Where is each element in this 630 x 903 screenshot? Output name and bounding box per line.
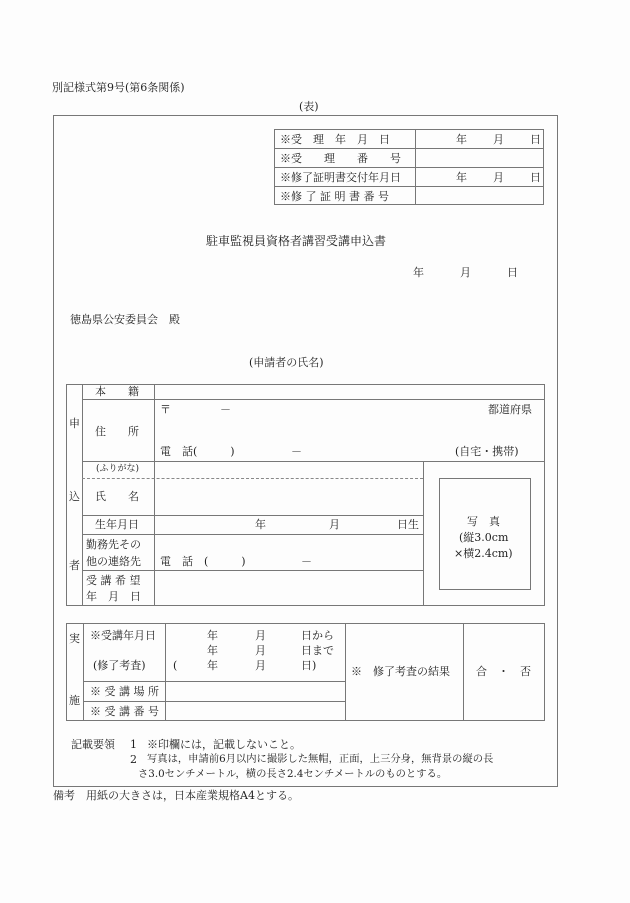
address-phone-dash: － [291,445,302,458]
application-year: 年 [413,266,424,279]
date-row-1-year: 年 [207,629,218,642]
note-2-number: 2 [130,753,137,766]
application-month: 月 [460,266,471,279]
date-row-3-open: ( [173,659,178,672]
applicant-side-char-3: 者 [69,559,80,572]
form-number: 別記様式第9号(第6条関係) [52,81,185,94]
received-date-day: 日 [530,133,541,146]
contact-phone: 電 話 ( ) [160,555,246,568]
furigana-label: (ふりがな) [96,464,140,474]
date-row-1-day: 日から [301,629,334,642]
note-1-text: ※印欄には，記載しないこと。 [147,738,301,751]
address-phone: 電 話( ) [160,445,235,458]
certificate-number-label: ※修 了 証 明 書 番 号 [280,190,389,203]
birth-month: 月 [329,518,340,531]
date-row-2-year: 年 [207,644,218,657]
exam-result-label: ※ 修了考査の結果 [351,665,450,678]
implementation-side-char-1: 実 [69,632,80,645]
certificate-issue-year: 年 [456,171,467,184]
date-row-2-day: 日まで [301,644,334,657]
certificate-issue-day: 日 [530,171,541,184]
application-day: 日 [507,266,518,279]
implementation-side-char-2: 施 [69,694,80,707]
applicant-side-char-1: 申 [69,417,80,430]
desired-date-label-line2: 年 月 日 [86,590,141,603]
postal-dash: － [220,403,231,416]
course-number-label: ※ 受 講 番 号 [90,705,159,718]
received-number-label: ※受 理 番 号 [280,152,401,165]
note-2-text: 写真は，申請前6月以内に撮影した無帽，正面，上三分身，無背景の縦の長 [147,753,494,765]
side-label: (表) [299,100,319,113]
contact-label-line1: 勤務先その [86,538,141,551]
course-date-label: ※受講年月日 [90,629,156,642]
date-row-3-year: 年 [207,659,218,672]
birthdate-label: 生年月日 [95,518,139,531]
photo-size-width: ×横2.4cm) [454,547,513,560]
date-row-1-month: 月 [255,629,266,642]
contact-phone-dash: － [301,555,312,568]
certificate-issue-month: 月 [493,171,504,184]
birth-day: 日生 [397,518,419,531]
address-label: 住 所 [95,425,139,438]
note-2-continuation: さ3.0センチメートル，横の長さ2.4センチメートルのものとする。 [138,768,448,780]
date-row-2-month: 月 [255,644,266,657]
date-row-3-day: 日) [301,659,317,672]
date-row-3-month: 月 [255,659,266,672]
certificate-issue-date-label: ※修了証明書交付年月日 [280,171,401,184]
applicant-name-label: (申請者の氏名) [249,356,324,369]
phone-type: (自宅・携帯) [455,445,519,458]
desired-date-label-line1: 受 講 希 望 [86,574,141,587]
received-date-label: ※受 理 年 月 日 [280,133,390,146]
course-place-label: ※ 受 講 場 所 [90,685,159,698]
applicant-side-char-2: 込 [69,490,80,503]
exam-label: (修了考査) [93,659,146,672]
addressee: 徳島県公安委員会 殿 [70,313,180,326]
postal-mark: 〒 [160,403,171,416]
contact-label-line2: 他の連絡先 [86,555,141,568]
name-label: 氏 名 [95,490,139,503]
form-title: 駐車監視員資格者講習受講申込書 [206,234,387,248]
photo-size-height: (縦3.0cm [459,531,509,544]
remark: 備考 用紙の大きさは，日本産業規格A4とする。 [53,789,299,802]
honseki-label: 本 籍 [95,385,139,398]
received-date-month: 月 [493,133,504,146]
received-date-year: 年 [456,133,467,146]
note-1-number: 1 [130,738,137,751]
birth-year: 年 [255,518,266,531]
prefecture-label: 都道府県 [488,403,532,416]
exam-result-value: 合 ・ 否 [476,665,531,678]
notes-heading: 記載要領 [71,738,115,751]
photo-label: 写 真 [467,515,500,528]
